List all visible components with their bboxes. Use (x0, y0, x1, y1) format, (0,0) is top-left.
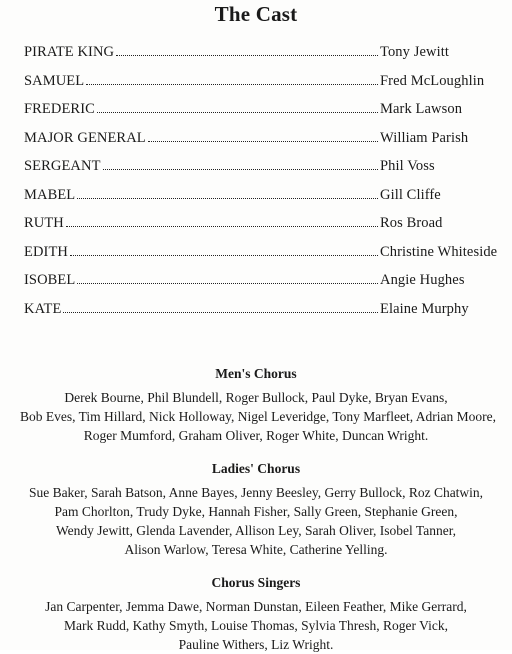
cast-row (24, 301, 506, 330)
dot-leader (148, 140, 378, 142)
ladies-chorus-heading: Ladies' Chorus (211, 461, 301, 476)
cast-row (24, 215, 506, 244)
actor-name: Elaine Murphy (380, 300, 469, 317)
role-name: SAMUEL (24, 72, 85, 89)
cast-row (24, 101, 506, 130)
cast-row (24, 244, 506, 273)
role-name: RUTH (24, 215, 64, 231)
page-title: The Cast (214, 2, 298, 26)
actor-name: Angie Hughes (380, 272, 465, 288)
dot-leader (103, 168, 378, 170)
mens-chorus-section (20, 366, 496, 445)
chorus-names-line: Derek Bourne, Phil Blundell, Roger Bullock, Paul Dyke, Bryan Evans, (64, 390, 448, 405)
role-name: SERGEANT (24, 158, 101, 174)
chorus-singers-heading: Chorus Singers (211, 575, 301, 590)
dot-leader (70, 254, 378, 256)
actor-name: William Parish (380, 129, 469, 146)
cast-row (24, 272, 506, 301)
cast-row (24, 187, 506, 216)
role-name: FREDERIC (24, 101, 95, 117)
role-name: MAJOR GENERAL (24, 129, 146, 146)
chorus-names-line: Roger Mumford, Graham Oliver, Roger White, Duncan Wright. (83, 428, 429, 443)
chorus-names-line: Bob Eves, Tim Hillard, Nick Holloway, Nigel Leveridge, Tony Marfleet, Adrian Moore, (20, 409, 496, 424)
dot-leader (77, 197, 378, 199)
cast-row (24, 73, 506, 102)
dot-leader (116, 54, 378, 56)
role-name: MABEL (24, 186, 76, 203)
dot-leader (77, 282, 378, 284)
mens-chorus-heading: Men's Chorus (215, 366, 297, 381)
actor-name: Christine Whiteside (380, 243, 498, 260)
dot-leader (63, 311, 378, 313)
cast-row (24, 158, 506, 187)
chorus-names-line: Wendy Jewitt, Glenda Lavender, Allison Ley, Sarah Oliver, Isobel Tanner, (55, 523, 457, 538)
actor-name: Mark Lawson (380, 101, 463, 117)
actor-name: Tony Jewitt (380, 44, 449, 60)
cast-row (24, 44, 506, 73)
chorus-names-line: Pauline Withers, Liz Wright. (178, 637, 334, 652)
chorus-names-line: Jan Carpenter, Jemma Dawe, Norman Dunstan, Eileen Feather, Mike Gerrard, (45, 599, 467, 614)
actor-name: Gill Cliffe (380, 186, 441, 203)
cast-row (24, 130, 506, 159)
cast-list (24, 44, 506, 329)
actor-name: Fred McLoughlin (380, 72, 485, 89)
chorus-names-line: Mark Rudd, Kathy Smyth, Louise Thomas, Sylvia Thresh, Roger Vick, (64, 618, 448, 633)
chorus-singers-section (20, 575, 492, 654)
actor-name: Phil Voss (380, 158, 435, 174)
ladies-chorus-section (20, 461, 492, 559)
role-name: PIRATE KING (24, 44, 115, 60)
chorus-names-line: Pam Chorlton, Trudy Dyke, Hannah Fisher, Sally Green, Stephanie Green, (54, 504, 458, 519)
role-name: KATE (24, 300, 62, 317)
dot-leader (86, 83, 378, 85)
chorus-names-line: Alison Warlow, Teresa White, Catherine Yelling. (124, 542, 388, 557)
role-name: EDITH (24, 243, 68, 260)
role-name: ISOBEL (24, 272, 76, 288)
actor-name: Ros Broad (380, 215, 443, 231)
dot-leader (66, 225, 378, 227)
dot-leader (97, 111, 378, 113)
chorus-names-line: Sue Baker, Sarah Batson, Anne Bayes, Jenny Beesley, Gerry Bullock, Roz Chatwin, (28, 485, 484, 500)
